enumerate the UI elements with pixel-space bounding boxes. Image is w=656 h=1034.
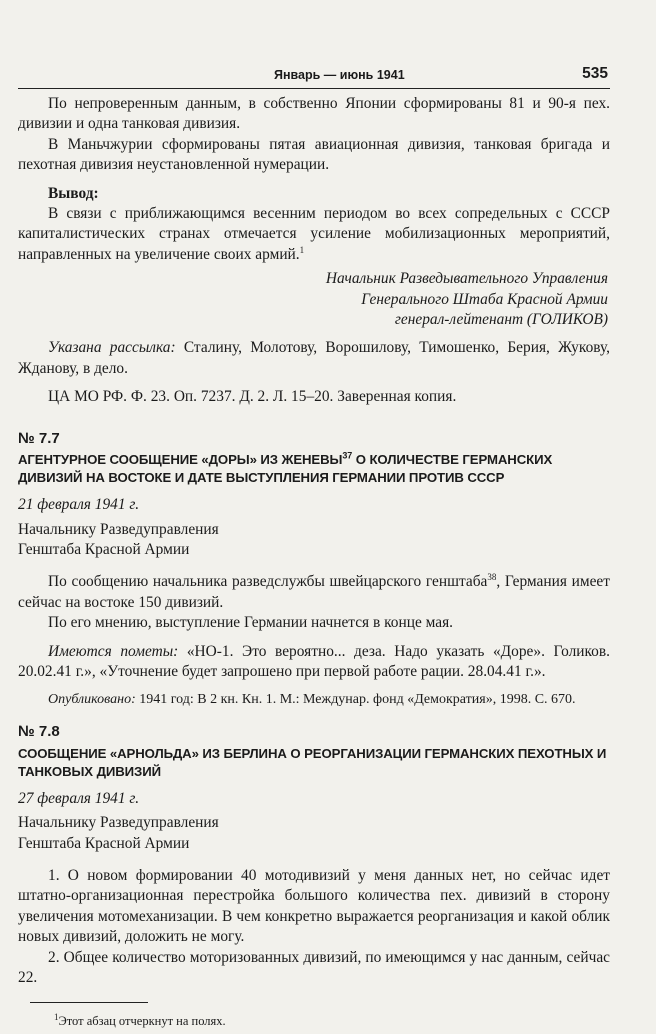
footnote-mark: 1	[54, 1012, 59, 1023]
footnote-text: Этот абзац отчеркнут на полях.	[58, 1014, 226, 1029]
addressee-7-7	[18, 520, 610, 561]
addressee-line-2: Генштаба Красной Армии	[18, 834, 190, 852]
distribution-label: Указана рассылка:	[48, 339, 176, 357]
document-title-7-7	[18, 451, 610, 487]
document-date-7-7: 21 февраля 1941 г.	[18, 496, 140, 514]
paragraph-motorized-reorg: 1. О новом формировании 40 мотодивизий у меня данных нет, но сейчас идет штатно-организационная перестройка большого количества пех. дивизий в сторону увеличения мотомеханизации. В чем конкретно выражается реорганизация и какой облик новых дивизий, доложить не могу.	[18, 866, 610, 946]
paragraph-manchuria: В Маньчжурии сформированы пятая авиационная дивизия, танковая бригада и пехотная дивизия неустановленной нумерации.	[18, 135, 610, 174]
document-number-7-7: № 7.7	[18, 429, 60, 447]
published-label: Опубликовано:	[48, 692, 136, 708]
distribution-text: Сталину, Молотову, Ворошилову, Тимошенко, Берия, Жукову, Жданову, в дело.	[18, 339, 611, 377]
signature-line-1: Начальник Разведывательного Управления	[325, 270, 608, 288]
para1-text-a: По сообщению начальника разведслужбы швейцарского генштаба	[48, 573, 488, 591]
addressee-line-2: Генштаба Красной Армии	[18, 540, 190, 558]
footnote-1	[54, 1011, 610, 1031]
page-number: 535	[582, 65, 608, 82]
addressee-line-1: Начальнику Разведуправления	[18, 814, 219, 832]
running-title: Январь — июнь 1941	[274, 68, 405, 82]
signature-block	[18, 269, 610, 330]
document-title-7-8: СООБЩЕНИЕ «АРНОЛЬДА» ИЗ БЕРЛИНА О РЕОРГАНИЗАЦИИ ГЕРМАНСКИХ ПЕХОТНЫХ И ТАНКОВЫХ ДИВИЗИЙ	[18, 745, 607, 779]
page-content	[18, 94, 610, 1032]
conclusion-text: В связи с приближающимся весенним периодом во всех сопредельных с СССР капиталистических странах отмечается усиление мобилизационных мероприятий, направленных на увеличение своих армий.	[18, 205, 610, 263]
title-part-a: АГЕНТУРНОЕ СООБЩЕНИЕ «ДОРЫ» ИЗ ЖЕНЕВЫ	[18, 452, 343, 468]
signature-line-3: генерал-лейтенант (ГОЛИКОВ)	[394, 311, 608, 329]
conclusion-paragraph	[18, 204, 610, 265]
footnote-ref-1: 1	[299, 244, 305, 255]
published-text: 1941 год: В 2 кн. Кн. 1. М.: Междунар. фонд «Демократия», 1998. С. 670.	[135, 692, 576, 708]
paragraph-japan-divisions: По непроверенным данным, в собственно Японии сформированы 81 и 90-я пех. дивизии и одна танковая дивизия.	[18, 95, 610, 133]
addressee-line-1: Начальнику Разведуправления	[18, 520, 219, 538]
document-date-7-8: 27 февраля 1941 г.	[18, 789, 140, 807]
document-number-7-8: № 7.8	[18, 723, 60, 741]
published-paragraph	[18, 690, 610, 709]
addressee-7-8	[18, 813, 610, 854]
para1-text-b: , Германия имеет сейчас на востоке 150 дивизий.	[18, 573, 610, 611]
footnote-ref-38: 38	[487, 572, 497, 583]
marks-paragraph	[18, 642, 610, 683]
page-header	[18, 60, 610, 89]
paragraph-motorized-count: 2. Общее количество моторизованных дивизий, по имеющимся у нас данным, сейчас 22.	[18, 948, 610, 986]
title-part-b: О КОЛИЧЕСТВЕ ГЕРМАНСКИХ ДИВИЗИЙ НА ВОСТОКЕ И ДАТЕ ВЫСТУПЛЕНИЯ ГЕРМАНИИ ПРОТИВ СССР	[18, 452, 553, 486]
marks-text: «НО-1. Это вероятно... деза. Надо указать «Доре». Голиков. 20.02.41 г.», «Уточнение будет запрошено при первой работе рации. 28.04.41 г.».	[18, 642, 610, 680]
footnote-ref-37: 37	[342, 450, 353, 461]
conclusion-heading: Вывод:	[48, 184, 99, 202]
marks-label: Имеются пометы:	[48, 642, 179, 660]
distribution-list	[18, 338, 610, 379]
paragraph-150-divisions	[18, 572, 610, 613]
paragraph-attack-date: По его мнению, выступление Германии начнется в конце мая.	[48, 614, 454, 632]
archive-source: ЦА МО РФ. Ф. 23. Оп. 7237. Д. 2. Л. 15–20. Заверенная копия.	[48, 388, 457, 406]
signature-line-2: Генерального Штаба Красной Армии	[361, 290, 608, 308]
footnote-divider	[30, 1002, 148, 1003]
